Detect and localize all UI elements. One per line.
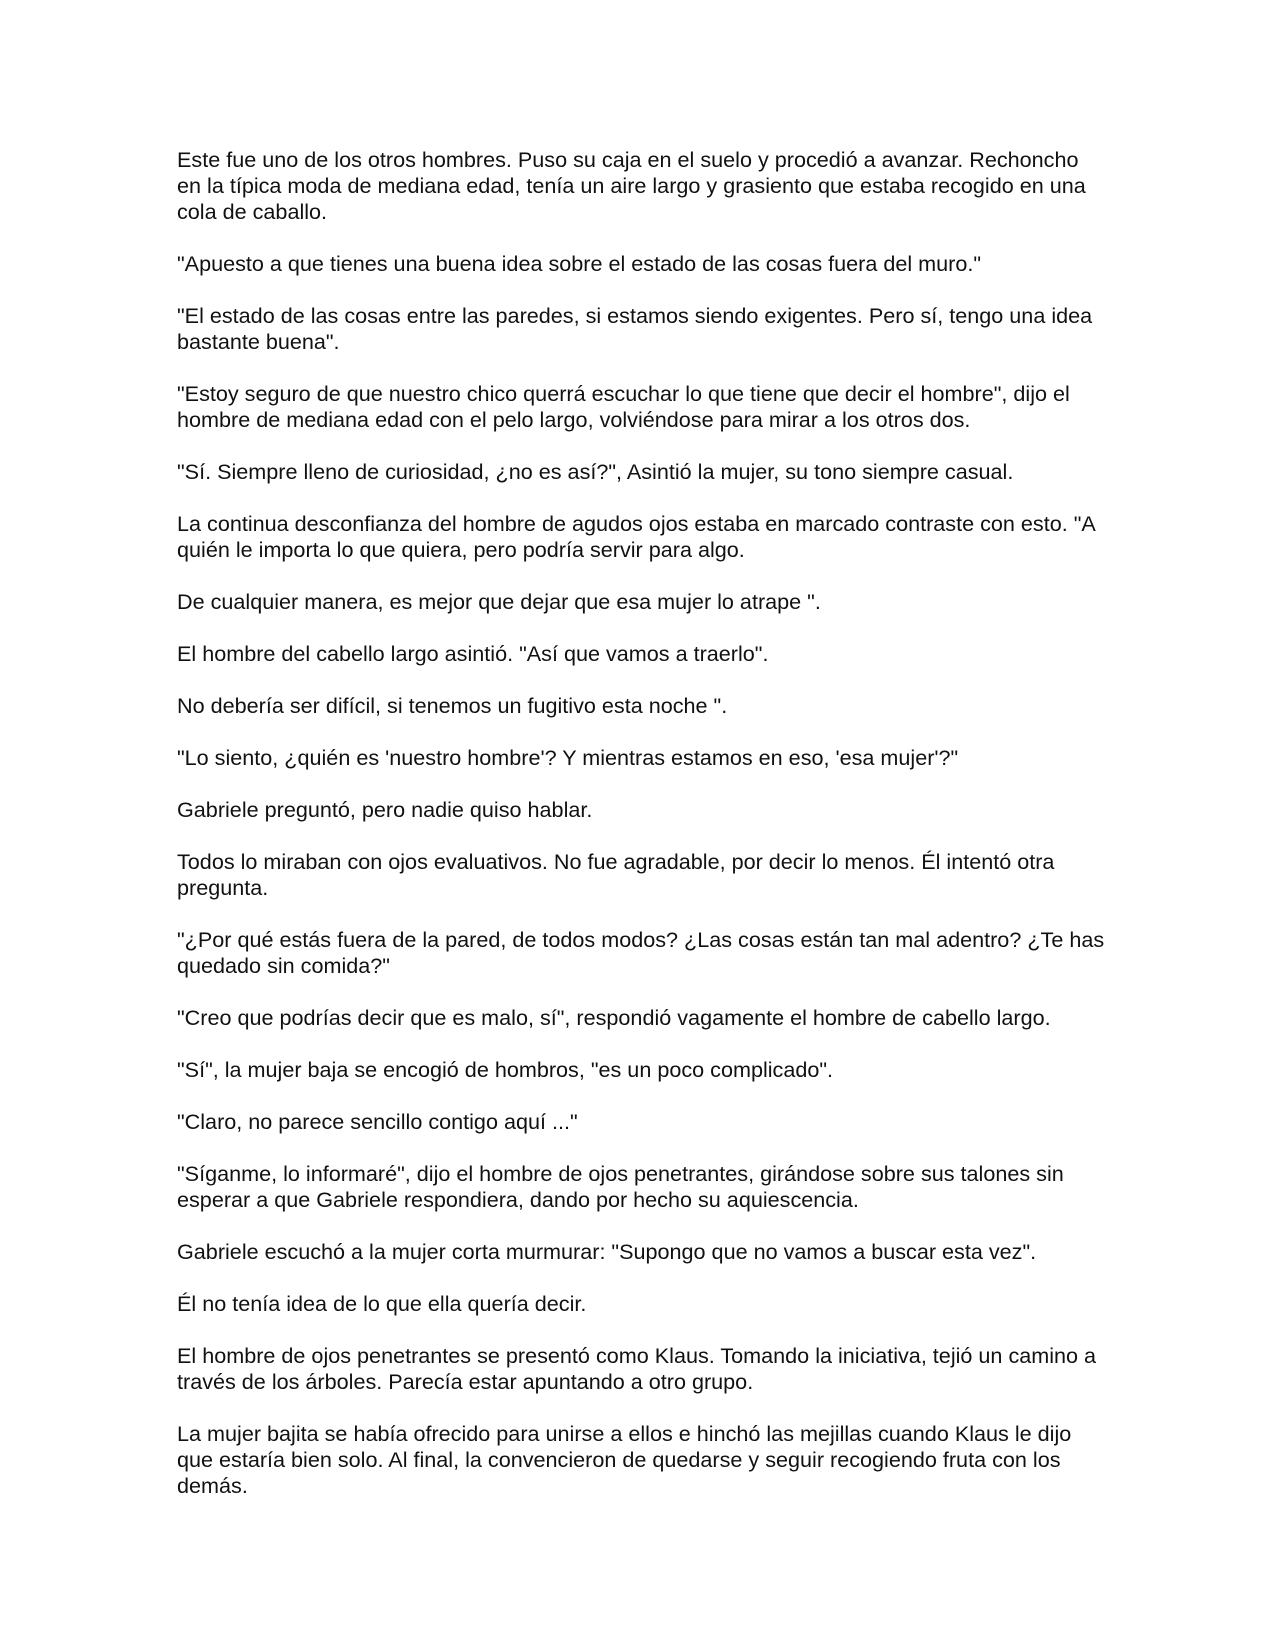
- paragraph: Gabriele escuchó a la mujer corta murmurar: "Supongo que no vamos a buscar esta vez".: [177, 1239, 1037, 1264]
- paragraph: "Apuesto a que tienes una buena idea sobre el estado de las cosas fuera del muro.": [177, 251, 982, 276]
- paragraph: "Estoy seguro de que nuestro chico querrá escuchar lo que tiene que decir el hombre", dijo el hombre de mediana edad con el pelo largo, volviéndose para mirar a los otros dos.: [177, 381, 1070, 432]
- paragraph: La continua desconfianza del hombre de agudos ojos estaba en marcado contraste con esto. "A quién le importa lo que quiera, pero podría servir para algo.: [177, 511, 1095, 562]
- paragraph: Todos lo miraban con ojos evaluativos. No fue agradable, por decir lo menos. Él intentó otra pregunta.: [177, 849, 1055, 900]
- paragraph: El hombre del cabello largo asintió. "Así que vamos a traerlo".: [177, 641, 769, 666]
- paragraph: "Creo que podrías decir que es malo, sí", respondió vagamente el hombre de cabello largo.: [177, 1005, 1051, 1030]
- paragraph: Él no tenía idea de lo que ella quería decir.: [177, 1291, 587, 1316]
- paragraph: Este fue uno de los otros hombres. Puso su caja en el suelo y procedió a avanzar. Rechoncho en la típica moda de mediana edad, tenía un aire largo y grasiento que estaba recogido en una cola de caballo.: [177, 147, 1086, 224]
- paragraph: El hombre de ojos penetrantes se presentó como Klaus. Tomando la iniciativa, tejió un camino a través de los árboles. Parecía estar apuntando a otro grupo.: [177, 1343, 1097, 1394]
- paragraph: "¿Por qué estás fuera de la pared, de todos modos? ¿Las cosas están tan mal adentro? ¿Te has quedado sin comida?": [177, 927, 1105, 978]
- paragraph: Gabriele preguntó, pero nadie quiso hablar.: [177, 797, 593, 822]
- paragraph: De cualquier manera, es mejor que dejar que esa mujer lo atrape ".: [177, 589, 821, 614]
- paragraph: "Sí. Siempre lleno de curiosidad, ¿no es así?", Asintió la mujer, su tono siempre casual.: [177, 459, 1014, 484]
- paragraph: La mujer bajita se había ofrecido para unirse a ellos e hinchó las mejillas cuando Klaus le dijo que estaría bien solo. Al final, la convencieron de quedarse y seguir recogiendo fruta con los demás.: [177, 1421, 1072, 1498]
- paragraph: No debería ser difícil, si tenemos un fugitivo esta noche ".: [177, 693, 728, 718]
- paragraph: "Lo siento, ¿quién es 'nuestro hombre'? Y mientras estamos en eso, 'esa mujer'?": [177, 745, 959, 770]
- paragraph: "Sí", la mujer baja se encogió de hombros, "es un poco complicado".: [177, 1057, 834, 1082]
- document-body: [177, 147, 1107, 1525]
- paragraph: "Síganme, lo informaré", dijo el hombre de ojos penetrantes, girándose sobre sus talones sin esperar a que Gabriele respondiera, dando por hecho su aquiescencia.: [177, 1161, 1064, 1212]
- paragraph: "El estado de las cosas entre las paredes, si estamos siendo exigentes. Pero sí, tengo una idea bastante buena".: [177, 303, 1093, 354]
- paragraph: "Claro, no parece sencillo contigo aquí ...": [177, 1109, 578, 1134]
